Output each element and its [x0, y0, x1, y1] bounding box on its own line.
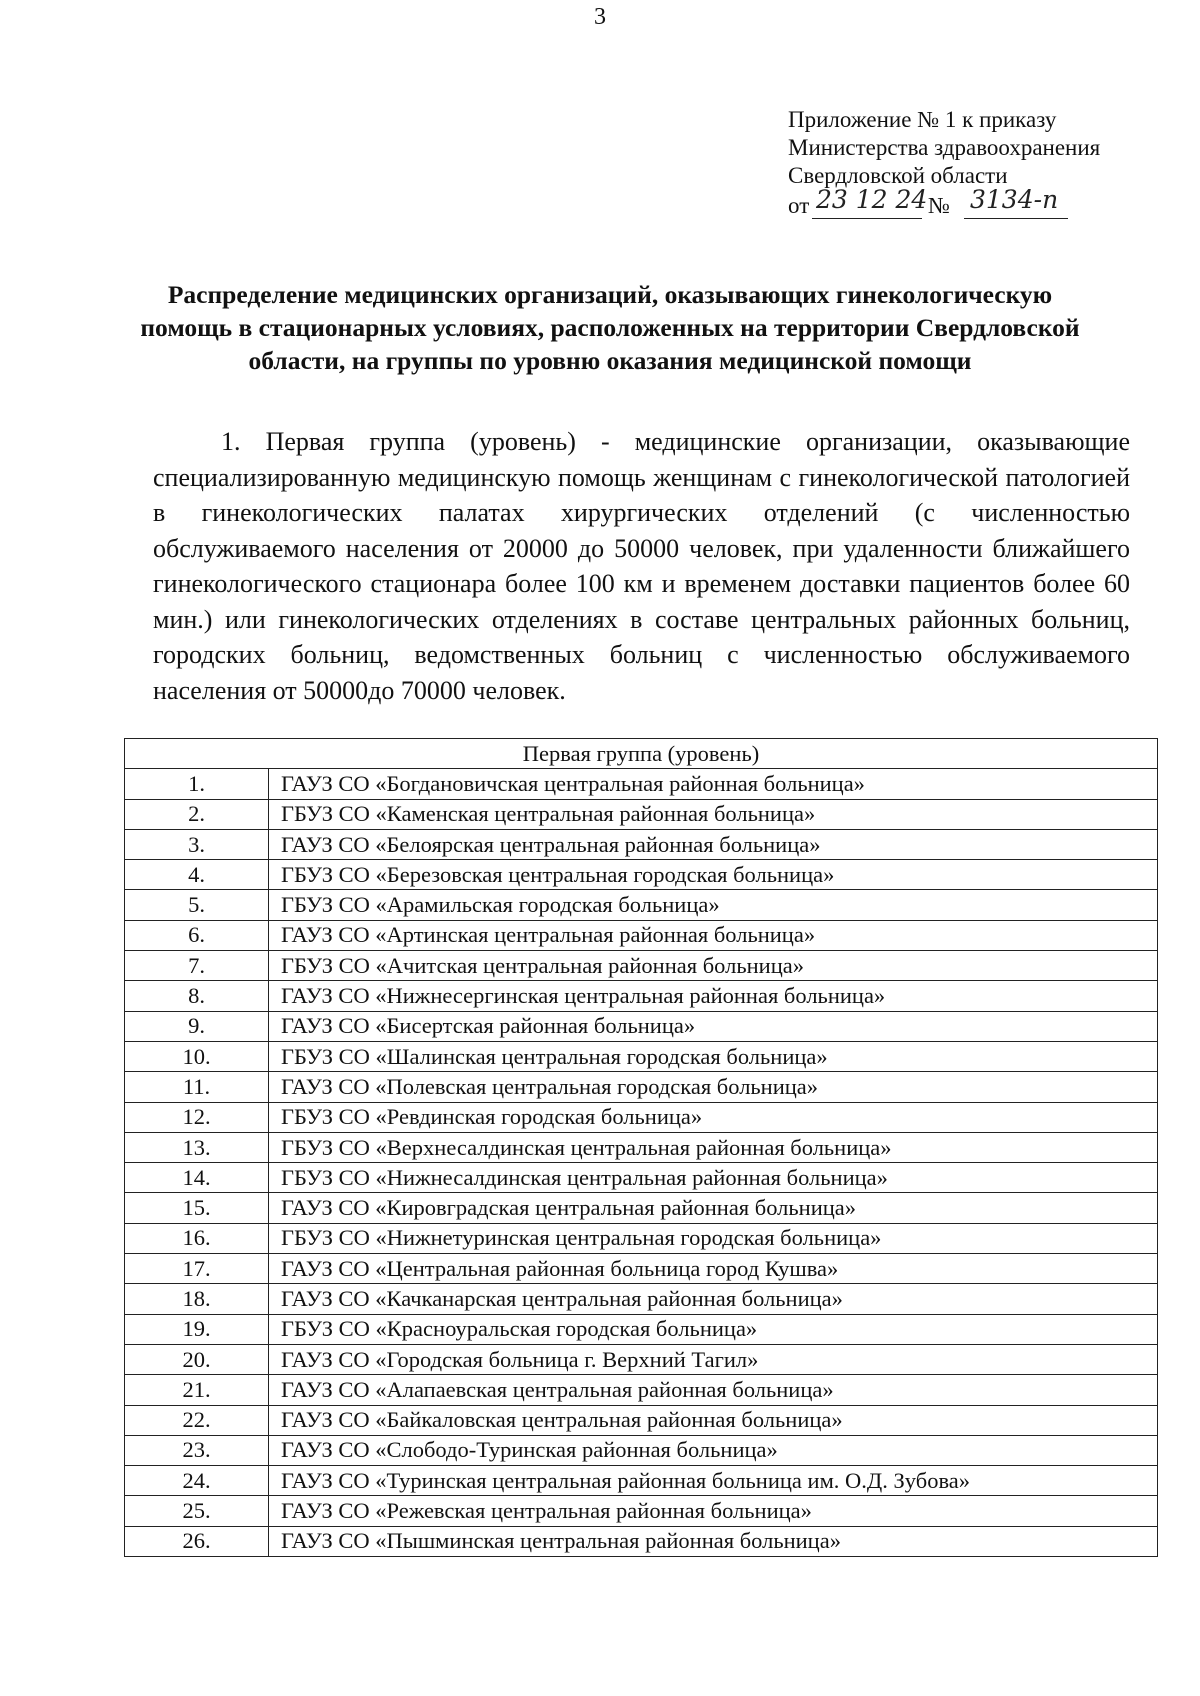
row-number: 19.	[125, 1314, 269, 1344]
organization-name: ГАУЗ СО «Белоярская центральная районная больница»	[269, 829, 1158, 859]
row-number: 20.	[125, 1344, 269, 1374]
row-number: 22.	[125, 1405, 269, 1435]
page-number: 3	[594, 4, 606, 30]
table-row	[125, 1405, 1158, 1435]
row-number: 17.	[125, 1254, 269, 1284]
table-row	[125, 1314, 1158, 1344]
table-row	[125, 1344, 1158, 1374]
table-row	[125, 1223, 1158, 1253]
table-row	[125, 1041, 1158, 1071]
number-underline	[964, 218, 1068, 219]
organization-name: ГБУЗ СО «Верхнесалдинская центральная районная больница»	[269, 1132, 1158, 1162]
row-number: 15.	[125, 1193, 269, 1223]
organization-name: ГАУЗ СО «Бисертская районная больница»	[269, 1011, 1158, 1041]
row-number: 1.	[125, 769, 269, 799]
organization-name: ГАУЗ СО «Слободо-Туринская районная больница»	[269, 1435, 1158, 1465]
table-row	[125, 1284, 1158, 1314]
handwritten-date: 23 12 24	[816, 185, 928, 214]
organization-name: ГБУЗ СО «Каменская центральная районная больница»	[269, 799, 1158, 829]
table-row	[125, 890, 1158, 920]
organization-name: ГБУЗ СО «Ревдинская городская больница»	[269, 1102, 1158, 1132]
organization-name: ГАУЗ СО «Качканарская центральная районная больница»	[269, 1284, 1158, 1314]
table-row	[125, 1102, 1158, 1132]
row-number: 6.	[125, 920, 269, 950]
row-number: 7.	[125, 951, 269, 981]
organization-name: ГБУЗ СО «Нижнетуринская центральная городская больница»	[269, 1223, 1158, 1253]
organization-name: ГАУЗ СО «Городская больница г. Верхний Тагил»	[269, 1344, 1158, 1374]
row-number: 18.	[125, 1284, 269, 1314]
table-row	[125, 920, 1158, 950]
row-number: 25.	[125, 1496, 269, 1526]
row-number: 4.	[125, 860, 269, 890]
from-label: от	[788, 193, 810, 218]
organization-name: ГБУЗ СО «Шалинская центральная городская больница»	[269, 1041, 1158, 1071]
organization-name: ГБУЗ СО «Нижнесалдинская центральная районная больница»	[269, 1163, 1158, 1193]
organization-name: ГБУЗ СО «Березовская центральная городская больница»	[269, 860, 1158, 890]
row-number: 2.	[125, 799, 269, 829]
row-number: 14.	[125, 1163, 269, 1193]
number-label: №	[928, 193, 950, 218]
order-date-line	[788, 185, 1188, 220]
table-row	[125, 951, 1158, 981]
table-row	[125, 1011, 1158, 1041]
table-header: Первая группа (уровень)	[125, 739, 1158, 769]
table-row	[125, 1132, 1158, 1162]
row-number: 5.	[125, 890, 269, 920]
table-row	[125, 799, 1158, 829]
appendix-block	[788, 106, 1188, 220]
organization-name: ГАУЗ СО «Кировградская центральная районная больница»	[269, 1193, 1158, 1223]
row-number: 12.	[125, 1102, 269, 1132]
table-row	[125, 1526, 1158, 1556]
organization-name: ГАУЗ СО «Туринская центральная районная больница им. О.Д. Зубова»	[269, 1466, 1158, 1496]
date-underline	[812, 218, 922, 219]
table-row	[125, 1496, 1158, 1526]
organization-name: ГАУЗ СО «Режевская центральная районная больница»	[269, 1496, 1158, 1526]
appendix-line-1: Приложение № 1 к приказу	[788, 107, 1057, 132]
row-number: 24.	[125, 1466, 269, 1496]
organization-name: ГАУЗ СО «Богдановичская центральная районная больница»	[269, 769, 1158, 799]
organization-name: ГАУЗ СО «Артинская центральная районная больница»	[269, 920, 1158, 950]
row-number: 11.	[125, 1072, 269, 1102]
table-row	[125, 1254, 1158, 1284]
organization-name: ГБУЗ СО «Арамильская городская больница»	[269, 890, 1158, 920]
table-row	[125, 1375, 1158, 1405]
table-row	[125, 1072, 1158, 1102]
table-row	[125, 860, 1158, 890]
group-description-paragraph: 1. Первая группа (уровень) - медицинские организации, оказывающие специализированную медицинскую помощь женщинам с гинекологической патологией в гинекологических палатах хирургических отделений (с численностью обслуживаемого населения от 20000 до 50000 человек, при удаленности ближайшего гинекологического стационара более 100 км и временем доставки пациентов более 60 мин.) или гинекологических отделениях в составе центральных районных больниц, городских больниц, ведомственных больниц с численностью обслуживаемого населения от 50000до 70000 человек.	[153, 427, 1130, 705]
table-row	[125, 1435, 1158, 1465]
row-number: 16.	[125, 1223, 269, 1253]
row-number: 13.	[125, 1132, 269, 1162]
organization-name: ГАУЗ СО «Байкаловская центральная районная больница»	[269, 1405, 1158, 1435]
organization-name: ГАУЗ СО «Алапаевская центральная районная больница»	[269, 1375, 1158, 1405]
handwritten-number: 3134-п	[970, 185, 1059, 214]
table-row	[125, 981, 1158, 1011]
organization-name: ГБУЗ СО «Ачитская центральная районная больница»	[269, 951, 1158, 981]
row-number: 23.	[125, 1435, 269, 1465]
row-number: 26.	[125, 1526, 269, 1556]
row-number: 8.	[125, 981, 269, 1011]
organization-name: ГБУЗ СО «Красноуральская городская больница»	[269, 1314, 1158, 1344]
table-row	[125, 829, 1158, 859]
organizations-table	[124, 738, 1158, 1557]
row-number: 3.	[125, 829, 269, 859]
organization-name: ГАУЗ СО «Нижнесергинская центральная районная больница»	[269, 981, 1158, 1011]
table-header-row	[125, 739, 1158, 769]
appendix-line-2: Министерства здравоохранения	[788, 135, 1101, 160]
row-number: 21.	[125, 1375, 269, 1405]
table-row	[125, 1163, 1158, 1193]
table-row	[125, 1466, 1158, 1496]
table-row	[125, 1193, 1158, 1223]
table-row	[125, 769, 1158, 799]
organization-name: ГАУЗ СО «Пышминская центральная районная больница»	[269, 1526, 1158, 1556]
row-number: 9.	[125, 1011, 269, 1041]
row-number: 10.	[125, 1041, 269, 1071]
organization-name: ГАУЗ СО «Полевская центральная городская больница»	[269, 1072, 1158, 1102]
document-title: Распределение медицинских организаций, оказывающих гинекологическую помощь в стационарных условиях, расположенных на территории Свердловской области, на группы по уровню оказания медицинской помощи	[140, 280, 1080, 375]
appendix-line-3: Свердловской области	[788, 163, 1008, 188]
organization-name: ГАУЗ СО «Центральная районная больница город Кушва»	[269, 1254, 1158, 1284]
